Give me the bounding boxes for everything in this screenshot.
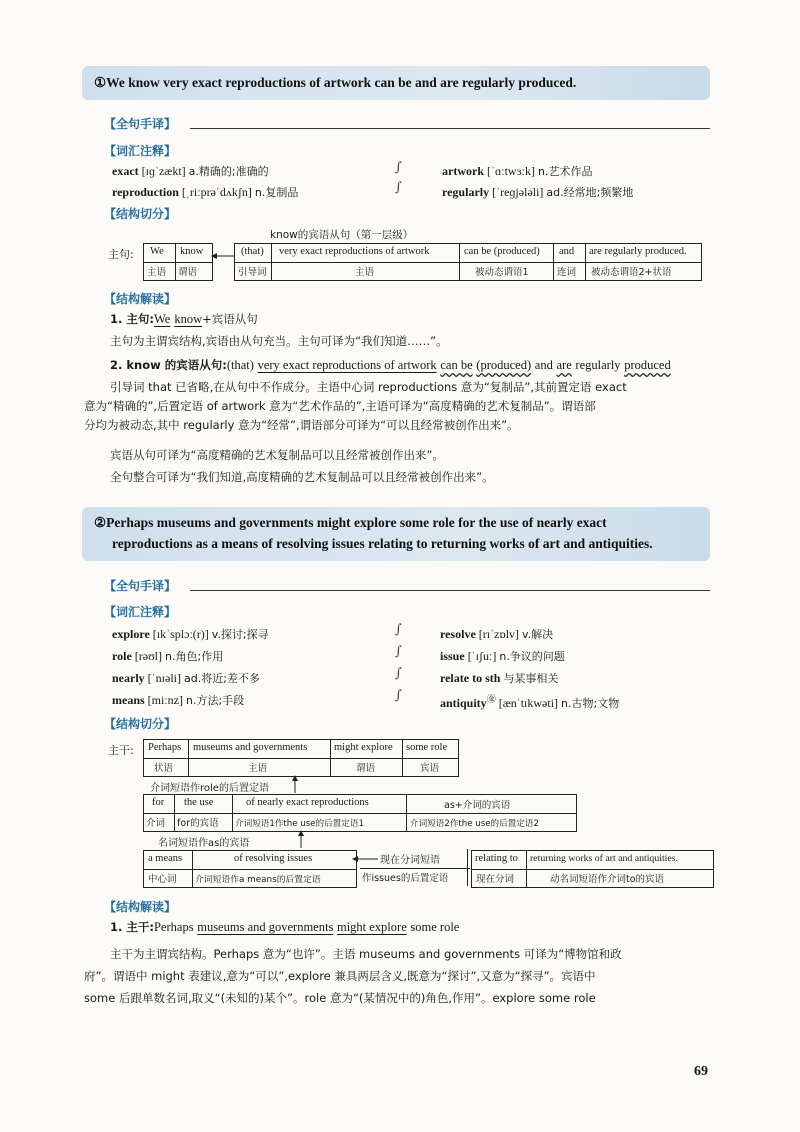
s1-point1: 1. 主句:We know+宾语从句 bbox=[110, 312, 258, 326]
perhaps-en: Perhaps bbox=[148, 742, 182, 753]
and-cn: 连词 bbox=[557, 267, 577, 278]
s1-clause-translation: 宾语从句可译为“高度精确的艺术复制品可以且经常被创作出来”。 bbox=[110, 448, 444, 462]
sentence-1-banner bbox=[82, 66, 710, 100]
for-cn: 介词 bbox=[146, 818, 166, 829]
arrow-left-icon bbox=[352, 853, 378, 865]
perhaps-cn: 状语 bbox=[154, 763, 174, 774]
vocab-exact: exact [ɪɡˈzækt] a.精确的;准确的 bbox=[112, 164, 269, 178]
main-subject-en: We bbox=[150, 246, 164, 257]
vocab-artwork: artwork [ˈɑːtwɜːk] n.艺术作品 bbox=[442, 164, 593, 178]
predicate-en: might explore bbox=[334, 742, 393, 753]
pred1-cn: 被动态谓语1 bbox=[475, 267, 529, 278]
of-resolving-cn: 介词短语作a means的后置定语 bbox=[195, 875, 321, 885]
s1-vocab-label: 【词汇注释】 bbox=[104, 144, 177, 158]
s1-read-label: 【结构解读】 bbox=[104, 292, 177, 306]
note-as-object: 名词短语作as的宾语 bbox=[158, 838, 250, 849]
main-verb-en: know bbox=[180, 246, 204, 257]
participle-divider bbox=[467, 849, 468, 886]
object-en: some role bbox=[406, 742, 448, 753]
arrow-left-icon bbox=[211, 250, 235, 262]
vocab-regularly: regularly [ˈreɡjələli] ad.经常地;频繁地 bbox=[442, 185, 634, 199]
predicate-cn: 谓语 bbox=[356, 763, 376, 774]
a-means-cn: 中心词 bbox=[148, 874, 177, 885]
sentence-1-title: ①We know very exact reproductions of artwork can be and are regularly produced. bbox=[94, 75, 577, 90]
s1-point1-body: 主句为主谓宾结构,宾语由从句充当。主句可译为“我们知道……”。 bbox=[110, 334, 448, 348]
of-reproductions-cn: 介词短语1作the use的后置定语1 bbox=[235, 819, 364, 829]
and-en: and bbox=[559, 246, 575, 257]
vocab-role: role [rəʊl] n.角色;作用 bbox=[112, 649, 224, 663]
main-clause-label: 主句: bbox=[108, 248, 134, 261]
returning-en: returning works of art and antiquities. bbox=[530, 853, 679, 864]
arrow-up-icon bbox=[296, 830, 306, 848]
the-use-cn: for的宾语 bbox=[177, 818, 219, 829]
pred2-en: are regularly produced. bbox=[589, 246, 687, 257]
trunk-box bbox=[143, 739, 459, 777]
vocab-relate-to: relate to sth 与某事相关 bbox=[440, 671, 559, 685]
participle-phrase-role: 作issues的后置定语 bbox=[362, 873, 449, 884]
s2-read-label: 【结构解读】 bbox=[104, 900, 177, 914]
vocab-nearly: nearly [ˈnɪəli] ad.将近;差不多 bbox=[112, 671, 260, 685]
relating-box bbox=[471, 850, 714, 888]
s1-point2-body: 引导词 that 已省略,在从句中不作成分。主语中心词 reproductions 意为“复制品”,其前置定语 exact 意为“精确的”,后置定语 of artwork 意为“艺术作品的”,主语可译为“高度精确的艺术复制品”。谓语部 分均为被动态,其中 regularly 意为“经常”,谓语部分可译为“可以且经常被创作出来”。 bbox=[84, 380, 627, 432]
high-frequency-badge-icon: ㊎ bbox=[486, 695, 496, 705]
main-verb-cn: 谓语 bbox=[178, 267, 198, 278]
arrow-up-icon bbox=[290, 775, 300, 793]
as-phrase-en: as+介词的宾语 bbox=[444, 800, 511, 811]
participle-divider bbox=[360, 868, 470, 869]
pred2-cn: 被动态谓语2+状语 bbox=[591, 267, 672, 278]
object-cn: 宾语 bbox=[420, 763, 440, 774]
relating-to-cn: 现在分词 bbox=[476, 874, 515, 885]
vocab-resolve: resolve [rɪˈzɒlv] v.解决 bbox=[440, 627, 554, 641]
clause-subject-cn: 主语 bbox=[355, 267, 375, 278]
subject-cn: 主语 bbox=[248, 763, 268, 774]
divider-squiggle-icon: ∫ bbox=[395, 180, 402, 195]
s2-translate-label: 【全句手译】 bbox=[104, 579, 177, 593]
vocab-reproduction: reproduction [ˌriːprəˈdʌkʃn] n.复制品 bbox=[112, 185, 299, 199]
as-phrase-cn: 介词短语2作the use的后置定语2 bbox=[410, 819, 539, 829]
pred1-en: can be (produced) bbox=[464, 246, 540, 257]
divider-squiggle-icon: ∫ bbox=[395, 666, 402, 681]
s1-cut-label: 【结构切分】 bbox=[104, 207, 177, 221]
vocab-means: means [miːnz] n.方法;手段 bbox=[112, 693, 245, 707]
s2-vocab-label: 【词汇注释】 bbox=[104, 605, 177, 619]
s2-cut-label: 【结构切分】 bbox=[104, 717, 177, 731]
that-cn: 引导词 bbox=[238, 267, 267, 278]
s1-translate-label: 【全句手译】 bbox=[104, 117, 177, 131]
s1-translate-line[interactable] bbox=[190, 128, 710, 129]
page-number: 69 bbox=[694, 1064, 708, 1079]
divider-squiggle-icon: ∫ bbox=[395, 622, 402, 637]
of-reproductions-en: of nearly exact reproductions bbox=[246, 797, 369, 808]
s2-translate-line[interactable] bbox=[190, 590, 710, 591]
trunk-label: 主干: bbox=[108, 744, 134, 757]
vocab-issue: issue [ˈɪʃuː] n.争议的问题 bbox=[440, 649, 565, 663]
note-role-modifier: 介词短语作role的后置定语 bbox=[150, 783, 269, 794]
vocab-explore: explore [ɪkˈsplɔː(r)] v.探讨;探寻 bbox=[112, 627, 269, 641]
divider-squiggle-icon: ∫ bbox=[395, 644, 402, 659]
a-means-en: a means bbox=[148, 853, 183, 864]
for-en: for bbox=[152, 797, 165, 808]
s2-point1: 1. 主干:Perhaps museums and governments might explore some role bbox=[110, 920, 460, 934]
clause-subject-en: very exact reproductions of artwork bbox=[279, 246, 430, 257]
main-clause-box bbox=[143, 243, 213, 281]
of-resolving-en: of resolving issues bbox=[234, 853, 313, 864]
sentence-2-banner bbox=[82, 507, 710, 561]
object-clause-label: know的宾语从句（第一层级） bbox=[270, 229, 414, 241]
s1-full-translation: 全句整合可译为“我们知道,高度精确的艺术复制品可以且经常被创作出来”。 bbox=[110, 470, 494, 484]
divider-squiggle-icon: ∫ bbox=[395, 688, 402, 703]
s2-point1-body: 主干为主谓宾结构。Perhaps 意为“也许”。主语 museums and governments 可译为“博物馆和政 府”。谓语中 might 表建议,意为“可以”,explore 兼具两层含义,既意为“探讨”,又意为“探寻”。宾语中 some 后跟单数名词,取义“(未知的)某个”。role 意为“(某情况中的)角色,作用”。explore some role bbox=[84, 947, 622, 1005]
divider-squiggle-icon: ∫ bbox=[395, 160, 402, 175]
object-clause-box bbox=[234, 243, 702, 281]
vocab-antiquity: antiquity㊎ [ænˈtɪkwəti] n.古物;文物 bbox=[440, 695, 620, 710]
sentence-2-title-line2: reproductions as a means of resolving issues relating to returning works of art and antiquities. bbox=[112, 536, 653, 551]
the-use-en: the use bbox=[184, 797, 214, 808]
prep-phrase-box bbox=[143, 794, 577, 832]
sentence-2-title-line1: ②Perhaps museums and governments might explore some role for the use of nearly exact bbox=[94, 515, 607, 530]
that-en: (that) bbox=[241, 246, 264, 257]
participle-phrase-label: 现在分词短语 bbox=[380, 855, 440, 866]
main-subject-cn: 主语 bbox=[147, 267, 167, 278]
means-box bbox=[143, 850, 357, 888]
subject-en: museums and governments bbox=[193, 742, 308, 753]
relating-to-en: relating to bbox=[475, 853, 518, 864]
returning-cn: 动名词短语作介词to的宾语 bbox=[550, 874, 665, 885]
s1-point2: 2. know 的宾语从句:(that) very exact reproductions of artwork can be (produced) and are regularly produced bbox=[110, 358, 671, 372]
